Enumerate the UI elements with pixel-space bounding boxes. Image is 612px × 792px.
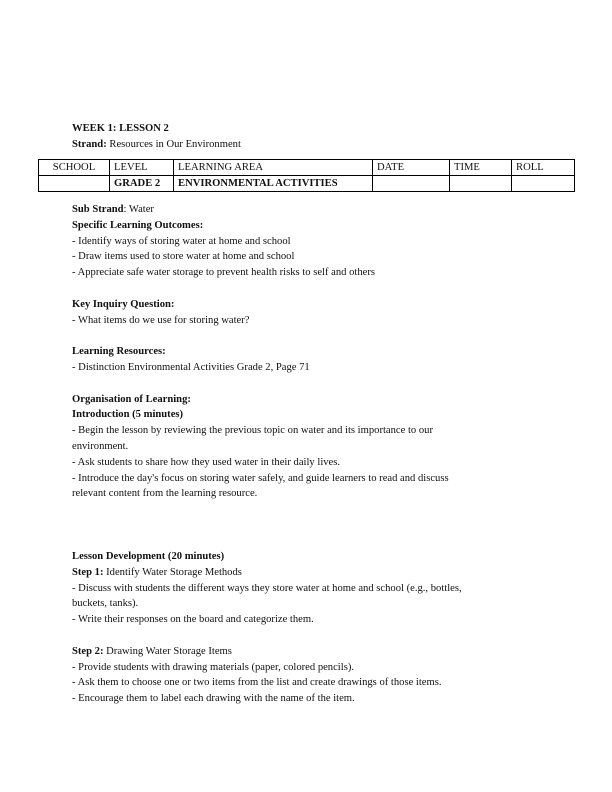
sub-strand-label: Sub Strand — [72, 204, 124, 215]
lesson-body-bottom — [72, 549, 532, 707]
sub-strand-line — [72, 202, 532, 218]
list-item: - Draw items used to store water at home and school — [72, 251, 295, 263]
cell-school — [39, 176, 110, 192]
strand-value: Resources in Our Environment — [106, 138, 241, 150]
list-item: - Begin the lesson by reviewing the previous topic on water and its importance to our — [72, 425, 433, 437]
resources-heading: Learning Resources: — [72, 346, 166, 358]
lesson-header — [72, 121, 532, 153]
introduction-heading: Introduction (5 minutes) — [72, 409, 184, 421]
organisation-heading: Organisation of Learning: — [72, 393, 191, 405]
list-item: - Identify ways of storing water at home and school — [72, 235, 291, 247]
list-item: relevant content from the learning resource. — [72, 488, 258, 500]
step2-title: Drawing Water Storage Items — [103, 645, 232, 657]
step1-label: Step 1: — [72, 566, 104, 578]
header-date: DATE — [373, 160, 450, 176]
strand-label: Strand: — [72, 138, 107, 150]
list-item: buckets, tanks). — [72, 598, 139, 610]
cell-level: GRADE 2 — [110, 176, 174, 192]
list-item: - Ask students to share how they used water in their daily lives. — [72, 456, 341, 468]
cell-learning-area: ENVIRONMENTAL ACTIVITIES — [174, 176, 373, 192]
table-header-row — [39, 160, 575, 176]
inquiry-heading: Key Inquiry Question: — [72, 298, 175, 310]
list-item: - Ask them to choose one or two items from the list and create drawings of those items. — [72, 677, 442, 689]
list-item: - Encourage them to label each drawing with the name of the item. — [72, 693, 355, 705]
step2-label: Step 2: — [72, 645, 104, 657]
header-learning-area: LEARNING AREA — [174, 160, 373, 176]
step2-line — [72, 644, 532, 660]
lesson-body-top — [72, 202, 532, 502]
sub-strand-value: : Water — [123, 204, 154, 215]
list-item: - Discuss with students the different ways they store water at home and school (e.g., bottles, — [72, 582, 462, 594]
outcomes-heading: Specific Learning Outcomes: — [72, 219, 204, 231]
header-level: LEVEL — [110, 160, 174, 176]
cell-time — [450, 176, 512, 192]
header-roll: ROLL — [512, 160, 575, 176]
list-item: - Appreciate safe water storage to prevent health risks to self and others — [72, 267, 375, 279]
header-time: TIME — [450, 160, 512, 176]
step1-line — [72, 565, 532, 581]
cell-date — [373, 176, 450, 192]
lesson-title: WEEK 1: LESSON 2 — [72, 123, 169, 134]
list-item: - Write their responses on the board and categorize them. — [72, 614, 314, 626]
step1-title: Identify Water Storage Methods — [103, 566, 242, 578]
list-item: - Distinction Environmental Activities Grade 2, Page 71 — [72, 361, 310, 373]
list-item: environment. — [72, 440, 129, 452]
cell-roll — [512, 176, 575, 192]
table-row — [39, 176, 575, 192]
list-item: - What items do we use for storing water? — [72, 314, 250, 326]
header-school: SCHOOL — [39, 160, 110, 176]
list-item: - Introduce the day's focus on storing water safely, and guide learners to read and discuss — [72, 472, 449, 484]
strand-line — [72, 137, 532, 153]
lesson-info-table — [38, 159, 575, 192]
development-heading: Lesson Development (20 minutes) — [72, 551, 225, 562]
list-item: - Provide students with drawing materials (paper, colored pencils). — [72, 661, 354, 673]
